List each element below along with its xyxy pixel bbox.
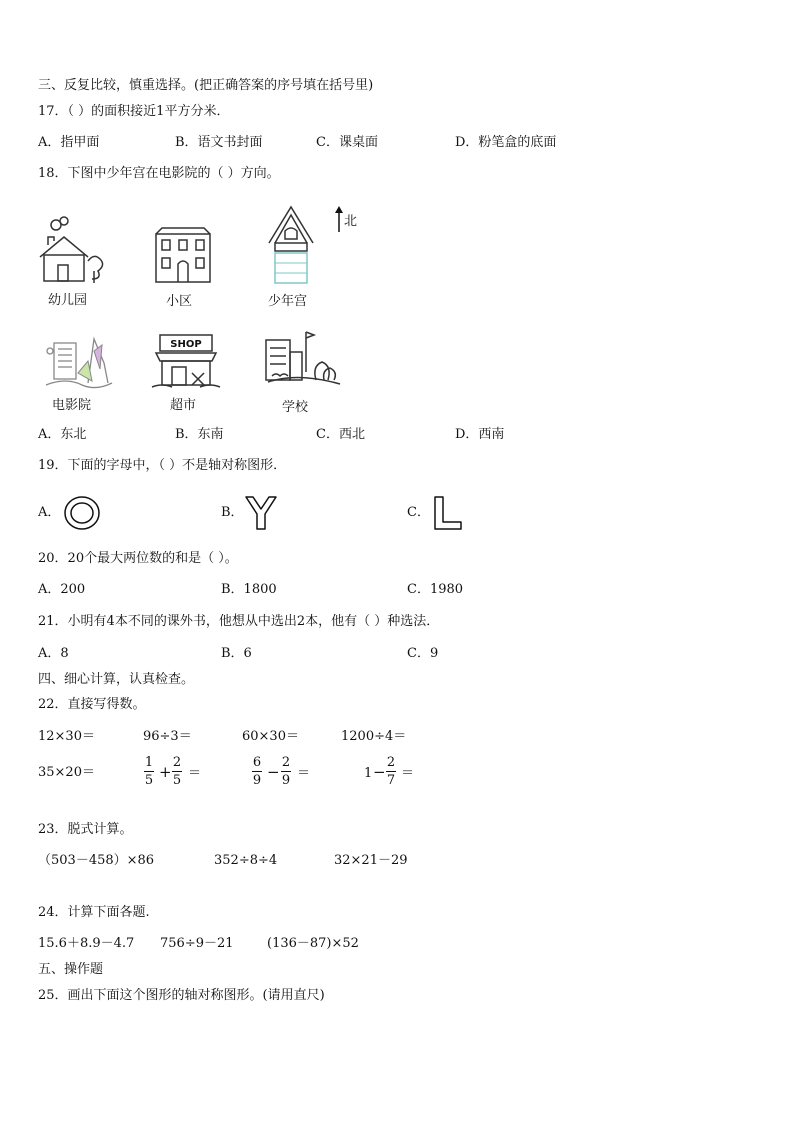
q18-option-b: B．东南 bbox=[175, 427, 224, 442]
cinema-building-icon bbox=[44, 333, 114, 391]
fraction-2-9: 2 9 bbox=[281, 755, 291, 788]
residential-building-icon bbox=[153, 226, 213, 284]
place-cinema: 电影院 bbox=[52, 398, 92, 413]
q23-item-2: 352÷8÷4 bbox=[214, 853, 278, 868]
q17-option-d: D．粉笔盒的底面 bbox=[455, 135, 557, 150]
kindergarten-house-icon bbox=[36, 215, 106, 285]
place-school: 学校 bbox=[282, 400, 309, 415]
north-label: 北 bbox=[344, 214, 358, 229]
place-kindergarten: 幼儿园 bbox=[48, 293, 88, 308]
equals-sign: ＝ bbox=[297, 766, 311, 781]
section-3-heading: 三、反复比较，慎重选择。(把正确答案的序号填在括号里) bbox=[38, 78, 374, 93]
q22-calc-1: 12×30＝ bbox=[38, 729, 95, 744]
fraction-2-5: 2 5 bbox=[172, 755, 182, 788]
q18-option-a: A．东北 bbox=[38, 427, 87, 442]
q20-option-b: B．1800 bbox=[221, 582, 277, 597]
q17-option-b: B．语文书封面 bbox=[175, 135, 263, 150]
q21-stem: 21．小明有4本不同的课外书，他想从中选出2本，他有（ ）种选法． bbox=[38, 614, 440, 629]
place-supermarket: 超市 bbox=[170, 398, 197, 413]
q23-item-1: （503－458）×86 bbox=[38, 853, 155, 868]
q17-stem: 17．（ ）的面积接近1平方分米． bbox=[38, 104, 230, 119]
q19-label-c: C． bbox=[407, 505, 430, 520]
minus-sign: − bbox=[267, 763, 280, 781]
q24-item-1: 15.6＋8.9－4.7 bbox=[38, 936, 135, 951]
q19-stem: 19．下面的字母中，（ ）不是轴对称图形． bbox=[38, 458, 287, 473]
q22-calc-4: 1200÷4＝ bbox=[341, 729, 407, 744]
minus-sign: − bbox=[373, 763, 386, 781]
section-4-heading: 四、细心计算，认真检查。 bbox=[38, 672, 195, 687]
q20-option-c: C．1980 bbox=[407, 582, 464, 597]
equals-sign: ＝ bbox=[401, 766, 415, 781]
plus-sign: + bbox=[159, 763, 172, 781]
q22-calc-5: 35×20＝ bbox=[38, 765, 95, 780]
section-5-heading: 五、操作题 bbox=[38, 962, 104, 977]
q17-option-a: A．指甲面 bbox=[38, 135, 100, 150]
q22-stem: 22．直接写得数。 bbox=[38, 697, 146, 712]
q18-option-d: D．西南 bbox=[455, 427, 505, 442]
supermarket-shop-icon bbox=[150, 331, 222, 391]
place-residential: 小区 bbox=[166, 294, 193, 309]
q23-item-3: 32×21－29 bbox=[334, 853, 408, 868]
fraction-1-5: 1 5 bbox=[144, 755, 154, 788]
youth-palace-building-icon bbox=[265, 205, 317, 287]
q17-option-c: C．课桌面 bbox=[316, 135, 378, 150]
school-building-icon bbox=[262, 328, 342, 392]
q18-option-c: C．西北 bbox=[316, 427, 365, 442]
q19-label-a: A． bbox=[38, 505, 61, 520]
fraction-2-7: 2 7 bbox=[386, 755, 396, 788]
q18-stem: 18．下图中少年宫在电影院的（ ）方向。 bbox=[38, 166, 280, 181]
q22-calc-3: 60×30＝ bbox=[242, 729, 299, 744]
q20-option-a: A．200 bbox=[38, 582, 86, 597]
whole-number-1: 1 bbox=[364, 766, 373, 781]
letter-o-outline bbox=[62, 494, 102, 532]
shop-sign-text: SHOP bbox=[170, 339, 202, 350]
place-youth-palace: 少年宫 bbox=[268, 294, 308, 309]
q24-item-3: (136－87)×52 bbox=[267, 936, 359, 951]
q21-option-b: B．6 bbox=[221, 646, 252, 661]
q19-label-b: B． bbox=[221, 505, 244, 520]
q20-stem: 20．20个最大两位数的和是（ ）。 bbox=[38, 551, 238, 566]
equals-sign: ＝ bbox=[188, 766, 202, 781]
q25-stem: 25．画出下面这个图形的轴对称图形。(请用直尺) bbox=[38, 988, 325, 1003]
q21-option-c: C．9 bbox=[407, 646, 439, 661]
q21-option-a: A．8 bbox=[38, 646, 69, 661]
q23-stem: 23．脱式计算。 bbox=[38, 822, 133, 837]
q24-item-2: 756÷9－21 bbox=[160, 936, 234, 951]
fraction-6-9: 6 9 bbox=[252, 755, 262, 788]
letter-y-outline bbox=[244, 494, 278, 532]
q22-calc-2: 96÷3＝ bbox=[143, 729, 192, 744]
letter-l-outline bbox=[432, 494, 464, 532]
q24-stem: 24．计算下面各题. bbox=[38, 905, 150, 920]
